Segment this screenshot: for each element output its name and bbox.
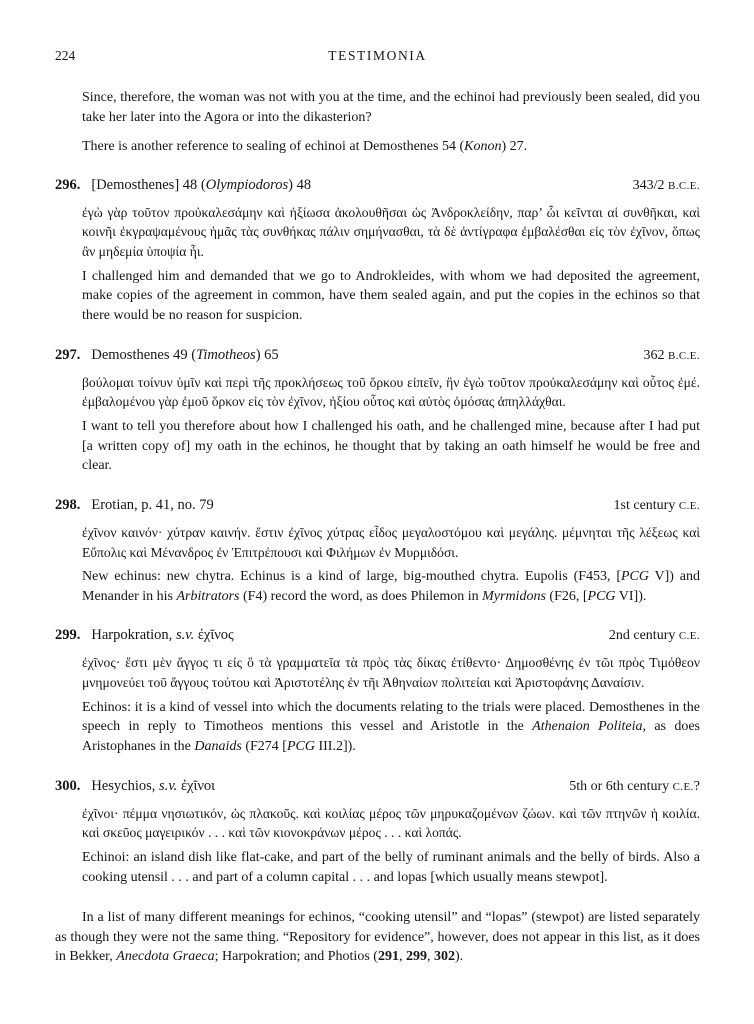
greek-text: βούλομαι τοίνυν ὑμῖν καὶ περὶ τῆς προκλήσεως τοῦ ὅρκου εἰπεῖν, ἣν ἐγὼ τοῦτον προὐκαλεσάμην καὶ οὗτος ἐμέ. ἐμβαλομένου γὰρ ἐμοῦ ὅρκον εἰς τὸν ἐχῖνον, ἠξίου οὗτος καὶ αὐτὸς ὀμόσας ἀπηλλάχθαι.	[82, 374, 700, 410]
entry-number: 297.	[55, 346, 81, 363]
running-header	[55, 48, 700, 64]
entry-number: 300.	[55, 777, 81, 794]
entry-297	[55, 347, 700, 476]
entry-date: 362 B.C.E.	[643, 347, 700, 363]
entry-heading	[55, 177, 700, 194]
closing-commentary-paragraph: In a list of many different meanings for echinos, “cooking utensil” and “lopas” (stewpot) are listed separately as though they were not the same thing. “Repository for evidence”, however, does not appear in this list, as it does in Bekker, Anecdota Graeca; Harpokration; and Photios (291, 299, 302).	[55, 910, 700, 965]
english-translation: I challenged him and demanded that we go to Androkleides, with whom we had deposited the agreement, make copies of the agreement in common, have them sealed again, and put the copies in the echinos so that there would be no reason for suspicion.	[82, 268, 700, 324]
entry-date: 1st century C.E.	[613, 497, 700, 513]
entry-number: 299.	[55, 627, 81, 644]
english-translation: Echinos: it is a kind of vessel into which the documents relating to the trials were placed. Demosthenes in the speech in reply to Timotheos mentions this vessel and Aristotle in the Athenaion Politeia, as does Aristophanes in the Danaids (F274 [PCG III.2]).	[82, 699, 701, 755]
entry-date: 2nd century C.E.	[608, 628, 700, 644]
entry-heading	[55, 347, 700, 364]
page-number: 224	[55, 48, 76, 63]
greek-text: ἐγὼ γὰρ τοῦτον προὐκαλεσάμην καὶ ἠξίωσα ἀκολουθῆσαι ὡς Ἀνδροκλείδην, παρ’ ὧι κεῖνται αἱ συνθῆκαι, καὶ κοινῆι ἐκγραψαμένους ἡμᾶς τὰς συνθήκας πάλιν σημήνασθαι, τὰ δὲ ἀντίγραφα ἐμβαλέσθαι εἰς τὸν ἐχῖνον, ὅπως ἂν μηδεμία ὑποψία ἦι.	[82, 204, 700, 260]
greek-text: ἐχῖνοι· πέμμα νησιωτικόν, ὡς πλακοῦς. καὶ κοιλίας μέρος τῶν μηρυκαζομένων ζώων. καὶ τῶν πτηνῶν ἡ κοιλία. καὶ σκεῦος μαγειρικόν . . . καὶ τῶν κιονοκράνων μέρος . . . καὶ λοπάς.	[82, 805, 700, 841]
intro-translation-paragraph: Since, therefore, the woman was not with you at the time, and the echinoi had previously been sealed, did you take her later into the Agora or into the dikasterion?	[82, 90, 700, 125]
intro-section	[55, 88, 700, 157]
english-translation: New echinus: new chytra. Echinus is a kind of large, big-mouthed chytra. Eupolis (F453, [PCG V]) and Menander in his Arbitrators (F4) record the word, as does Philemon in Myrmidons (F26, [PCG VI]).	[82, 569, 700, 604]
greek-text: ἐχῖνος· ἔστι μὲν ἄγγος τι εἰς ὃ τὰ γραμματεῖα τὰ πρὸς τὰς δίκας ἐτίθεντο· Δημοσθένης ἐν τῶι πρὸς Τιμόθεον μνημονεύει τοῦ ἄγγους τούτου καὶ Ἀριστοτέλης ἐν τῆι Ἀθηναίων πολιτείαι καὶ Ἀριστοφάνης Δαναίσιν.	[82, 655, 700, 691]
entry-title: Erotian, p. 41, no. 79	[91, 496, 214, 513]
intro-note-paragraph: There is another reference to sealing of echinoi at Demosthenes 54 (Konon) 27.	[82, 139, 528, 155]
entry-296	[55, 177, 700, 326]
english-translation: Echinoi: an island dish like flat-cake, and part of the belly of ruminant animals and the belly of birds. Also a cooking utensil . . . and part of a column capital . . . and lopas [which usually means stewpot].	[82, 850, 700, 885]
entry-date: 5th or 6th century C.E.?	[569, 778, 700, 794]
entry-299	[55, 627, 700, 756]
entry-heading	[55, 778, 700, 795]
english-translation: I want to tell you therefore about how I challenged his oath, and he challenged mine, because after I had put [a written copy of] my oath in the echinos, he thought that by taking an oath himself he would be free and clear.	[82, 419, 700, 474]
greek-text: ἐχῖνον καινόν· χύτραν καινήν. ἔστιν ἐχῖνος χύτρας εἶδος μεγαλοστόμου καὶ μεγάλης. μέμνηται τῆς λέξεως καὶ Εὔπολις καὶ Μένανδρος ἐν Ἐπιτρέπουσι καὶ Φιλήμων ἐν Μυρμιδόσι.	[82, 524, 700, 560]
entry-title: Demosthenes 49 (Timotheos) 65	[91, 346, 279, 363]
entry-heading	[55, 627, 700, 644]
running-head-title: TESTIMONIA	[328, 48, 427, 63]
entry-number: 298.	[55, 496, 81, 513]
entry-298	[55, 497, 700, 607]
entry-title: Hesychios, s.v. ἐχῖνοι	[91, 777, 216, 794]
entry-heading	[55, 497, 700, 514]
entry-number: 296.	[55, 176, 81, 193]
entry-title: [Demosthenes] 48 (Olympiodoros) 48	[91, 176, 312, 193]
entry-300	[55, 778, 700, 888]
entry-title: Harpokration, s.v. ἐχῖνος	[91, 627, 234, 644]
entry-date: 343/2 B.C.E.	[632, 177, 700, 193]
